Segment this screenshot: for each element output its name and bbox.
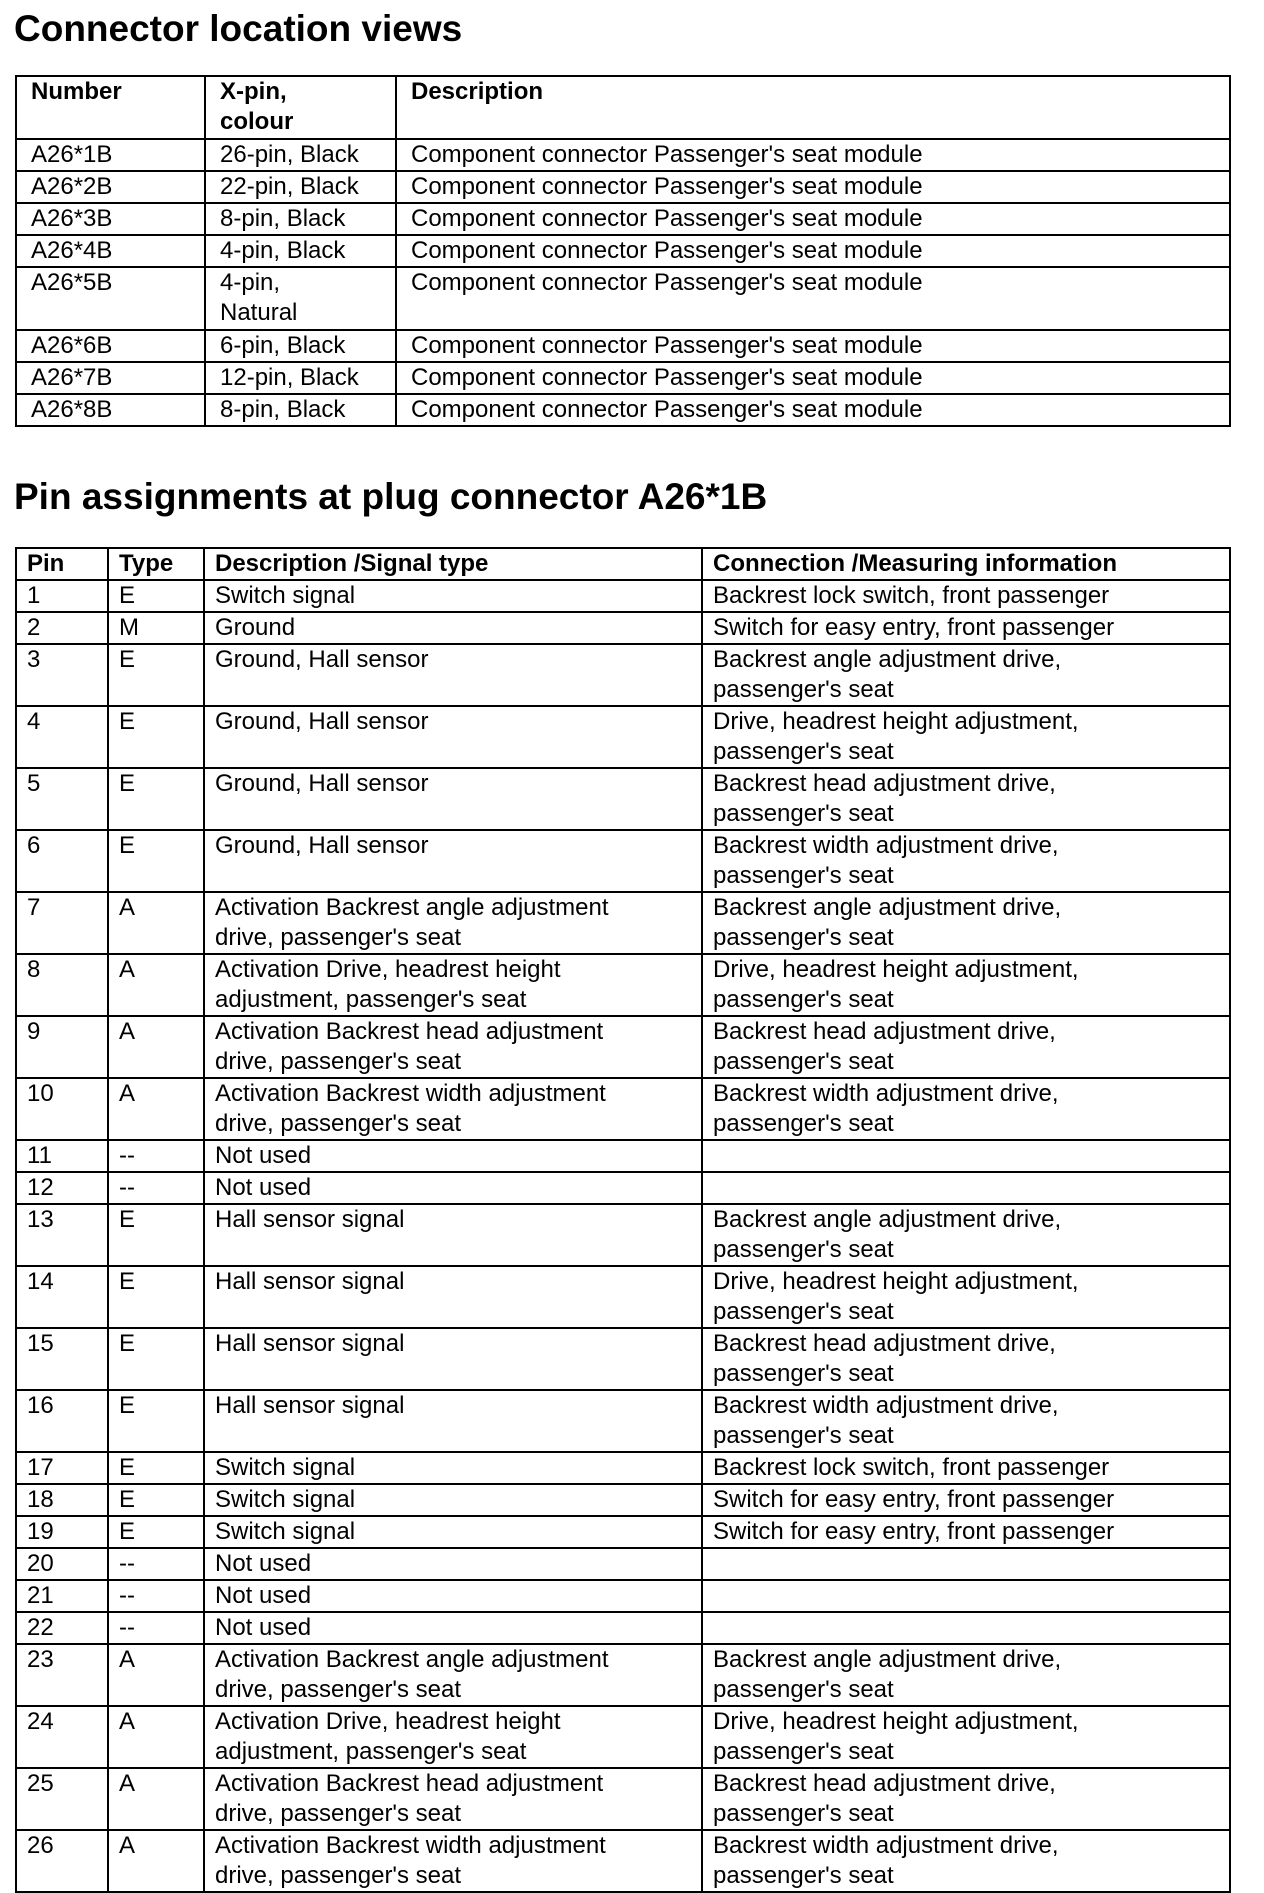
- cell-description: Ground, Hall sensor: [204, 768, 702, 830]
- cell-connection: Backrest lock switch, front passenger: [702, 580, 1230, 612]
- table-row: [16, 1204, 1230, 1266]
- cell-description: Component connector Passenger's seat module: [396, 394, 1230, 426]
- cell-connection: Switch for easy entry, front passenger: [702, 612, 1230, 644]
- cell-description: Hall sensor signal: [204, 1266, 702, 1328]
- cell-connection: [702, 1172, 1230, 1204]
- table-row: [16, 706, 1230, 768]
- cell-connection: Backrest width adjustment drive, passenger's seat: [702, 830, 1230, 892]
- cell-type: --: [108, 1580, 204, 1612]
- cell-connection: Drive, headrest height adjustment, passenger's seat: [702, 954, 1230, 1016]
- table-row: [16, 1140, 1230, 1172]
- cell-description: Hall sensor signal: [204, 1204, 702, 1266]
- cell-connection: Switch for easy entry, front passenger: [702, 1516, 1230, 1548]
- cell-description: Ground: [204, 612, 702, 644]
- cell-pin: 18: [16, 1484, 108, 1516]
- table-row: [16, 1452, 1230, 1484]
- table-row: [16, 330, 1230, 362]
- cell-description: Component connector Passenger's seat module: [396, 171, 1230, 203]
- table-row: [16, 235, 1230, 267]
- column-header-number: Number: [16, 76, 205, 139]
- cell-pin: 2: [16, 612, 108, 644]
- cell-pin: 5: [16, 768, 108, 830]
- table-row: [16, 1484, 1230, 1516]
- cell-connection: Drive, headrest height adjustment, passenger's seat: [702, 1706, 1230, 1768]
- cell-description: Not used: [204, 1140, 702, 1172]
- cell-connection: Backrest angle adjustment drive, passenger's seat: [702, 1644, 1230, 1706]
- cell-description: Hall sensor signal: [204, 1328, 702, 1390]
- cell-description: Component connector Passenger's seat module: [396, 235, 1230, 267]
- table-row: [16, 954, 1230, 1016]
- cell-description: Ground, Hall sensor: [204, 644, 702, 706]
- cell-connection: Backrest width adjustment drive, passenger's seat: [702, 1830, 1230, 1892]
- cell-type: A: [108, 1016, 204, 1078]
- cell-type: E: [108, 768, 204, 830]
- cell-type: E: [108, 1390, 204, 1452]
- connector-table: [15, 75, 1231, 427]
- table-row: [16, 1580, 1230, 1612]
- cell-description: Activation Backrest width adjustment drive, passenger's seat: [204, 1830, 702, 1892]
- connector-section-title: Connector location views: [14, 8, 463, 49]
- cell-description: Activation Backrest head adjustment drive, passenger's seat: [204, 1768, 702, 1830]
- cell-type: A: [108, 1078, 204, 1140]
- cell-type: --: [108, 1140, 204, 1172]
- cell-pin: 10: [16, 1078, 108, 1140]
- table-row: [16, 612, 1230, 644]
- cell-pin: 20: [16, 1548, 108, 1580]
- cell-xpin-colour: 22-pin, Black: [205, 171, 396, 203]
- table-row: [16, 1516, 1230, 1548]
- cell-type: A: [108, 1644, 204, 1706]
- cell-type: --: [108, 1548, 204, 1580]
- cell-type: E: [108, 1204, 204, 1266]
- cell-pin: 14: [16, 1266, 108, 1328]
- table-row: [16, 362, 1230, 394]
- table-header-row: [16, 548, 1230, 580]
- table-row: [16, 1390, 1230, 1452]
- cell-connection: Drive, headrest height adjustment, passenger's seat: [702, 706, 1230, 768]
- table-row: [16, 1078, 1230, 1140]
- cell-pin: 26: [16, 1830, 108, 1892]
- cell-description: Component connector Passenger's seat module: [396, 330, 1230, 362]
- table-row: [16, 139, 1230, 171]
- cell-connection: Backrest head adjustment drive, passenger's seat: [702, 1016, 1230, 1078]
- cell-pin: 4: [16, 706, 108, 768]
- cell-pin: 17: [16, 1452, 108, 1484]
- cell-number: A26*3B: [16, 203, 205, 235]
- cell-type: A: [108, 892, 204, 954]
- cell-pin: 25: [16, 1768, 108, 1830]
- cell-description: Activation Backrest angle adjustment drive, passenger's seat: [204, 1644, 702, 1706]
- cell-pin: 12: [16, 1172, 108, 1204]
- cell-type: A: [108, 1768, 204, 1830]
- cell-xpin-colour: 8-pin, Black: [205, 203, 396, 235]
- cell-pin: 11: [16, 1140, 108, 1172]
- table-row: [16, 1266, 1230, 1328]
- table-row: [16, 171, 1230, 203]
- cell-type: E: [108, 1266, 204, 1328]
- cell-type: E: [108, 830, 204, 892]
- cell-description: Not used: [204, 1172, 702, 1204]
- table-row: [16, 267, 1230, 330]
- cell-type: A: [108, 1830, 204, 1892]
- cell-description: Activation Drive, headrest height adjustment, passenger's seat: [204, 954, 702, 1016]
- cell-xpin-colour: 8-pin, Black: [205, 394, 396, 426]
- cell-connection: [702, 1580, 1230, 1612]
- cell-connection: Backrest angle adjustment drive, passenger's seat: [702, 644, 1230, 706]
- table-row: [16, 644, 1230, 706]
- cell-number: A26*1B: [16, 139, 205, 171]
- cell-description: Activation Drive, headrest height adjustment, passenger's seat: [204, 1706, 702, 1768]
- pin-section-title: Pin assignments at plug connector A26*1B: [14, 476, 768, 517]
- column-header-description: Description /Signal type: [204, 548, 702, 580]
- table-row: [16, 1830, 1230, 1892]
- cell-type: E: [108, 1328, 204, 1390]
- cell-connection: Backrest angle adjustment drive, passenger's seat: [702, 892, 1230, 954]
- cell-pin: 13: [16, 1204, 108, 1266]
- table-row: [16, 580, 1230, 612]
- column-header-pin: Pin: [16, 548, 108, 580]
- cell-pin: 15: [16, 1328, 108, 1390]
- cell-description: Ground, Hall sensor: [204, 830, 702, 892]
- cell-description: Activation Backrest head adjustment drive, passenger's seat: [204, 1016, 702, 1078]
- cell-pin: 21: [16, 1580, 108, 1612]
- cell-type: --: [108, 1612, 204, 1644]
- column-header-connection: Connection /Measuring information: [702, 548, 1230, 580]
- cell-xpin-colour: 4-pin, Natural: [205, 267, 396, 330]
- cell-pin: 8: [16, 954, 108, 1016]
- cell-type: --: [108, 1172, 204, 1204]
- table-row: [16, 1644, 1230, 1706]
- table-row: [16, 1548, 1230, 1580]
- cell-pin: 6: [16, 830, 108, 892]
- cell-description: Activation Backrest width adjustment drive, passenger's seat: [204, 1078, 702, 1140]
- table-row: [16, 892, 1230, 954]
- cell-pin: 22: [16, 1612, 108, 1644]
- cell-connection: Switch for easy entry, front passenger: [702, 1484, 1230, 1516]
- cell-description: Activation Backrest angle adjustment drive, passenger's seat: [204, 892, 702, 954]
- table-header-row: [16, 76, 1230, 139]
- cell-description: Hall sensor signal: [204, 1390, 702, 1452]
- cell-connection: Backrest lock switch, front passenger: [702, 1452, 1230, 1484]
- table-row: [16, 830, 1230, 892]
- cell-pin: 16: [16, 1390, 108, 1452]
- table-row: [16, 394, 1230, 426]
- cell-xpin-colour: 12-pin, Black: [205, 362, 396, 394]
- table-row: [16, 1706, 1230, 1768]
- cell-number: A26*2B: [16, 171, 205, 203]
- cell-description: Switch signal: [204, 580, 702, 612]
- column-header-description: Description: [396, 76, 1230, 139]
- cell-connection: [702, 1548, 1230, 1580]
- cell-connection: Backrest angle adjustment drive, passenger's seat: [702, 1204, 1230, 1266]
- cell-description: Component connector Passenger's seat module: [396, 203, 1230, 235]
- cell-connection: [702, 1612, 1230, 1644]
- cell-xpin-colour: 6-pin, Black: [205, 330, 396, 362]
- table-row: [16, 1016, 1230, 1078]
- cell-type: M: [108, 612, 204, 644]
- cell-description: Switch signal: [204, 1452, 702, 1484]
- table-row: [16, 1612, 1230, 1644]
- cell-number: A26*8B: [16, 394, 205, 426]
- cell-type: E: [108, 580, 204, 612]
- pin-assignment-table: [15, 547, 1231, 1893]
- cell-description: Component connector Passenger's seat module: [396, 139, 1230, 171]
- cell-pin: 7: [16, 892, 108, 954]
- cell-connection: Drive, headrest height adjustment, passenger's seat: [702, 1266, 1230, 1328]
- column-header-xpin-colour: X-pin, colour: [205, 76, 396, 139]
- cell-description: Switch signal: [204, 1516, 702, 1548]
- table-row: [16, 1768, 1230, 1830]
- cell-type: A: [108, 954, 204, 1016]
- cell-description: Not used: [204, 1548, 702, 1580]
- cell-type: E: [108, 1484, 204, 1516]
- cell-connection: [702, 1140, 1230, 1172]
- cell-type: E: [108, 706, 204, 768]
- table-row: [16, 1172, 1230, 1204]
- cell-number: A26*7B: [16, 362, 205, 394]
- cell-number: A26*4B: [16, 235, 205, 267]
- table-row: [16, 203, 1230, 235]
- cell-connection: Backrest width adjustment drive, passenger's seat: [702, 1390, 1230, 1452]
- cell-connection: Backrest head adjustment drive, passenger's seat: [702, 768, 1230, 830]
- cell-connection: Backrest width adjustment drive, passenger's seat: [702, 1078, 1230, 1140]
- cell-connection: Backrest head adjustment drive, passenger's seat: [702, 1328, 1230, 1390]
- cell-pin: 23: [16, 1644, 108, 1706]
- cell-connection: Backrest head adjustment drive, passenger's seat: [702, 1768, 1230, 1830]
- cell-pin: 3: [16, 644, 108, 706]
- cell-description: Not used: [204, 1580, 702, 1612]
- cell-description: Not used: [204, 1612, 702, 1644]
- cell-pin: 9: [16, 1016, 108, 1078]
- cell-description: Component connector Passenger's seat module: [396, 362, 1230, 394]
- cell-xpin-colour: 26-pin, Black: [205, 139, 396, 171]
- cell-pin: 24: [16, 1706, 108, 1768]
- cell-pin: 19: [16, 1516, 108, 1548]
- cell-description: Component connector Passenger's seat module: [396, 267, 1230, 330]
- table-row: [16, 1328, 1230, 1390]
- cell-type: E: [108, 1452, 204, 1484]
- cell-description: Ground, Hall sensor: [204, 706, 702, 768]
- cell-number: A26*6B: [16, 330, 205, 362]
- cell-number: A26*5B: [16, 267, 205, 330]
- cell-xpin-colour: 4-pin, Black: [205, 235, 396, 267]
- cell-description: Switch signal: [204, 1484, 702, 1516]
- cell-type: A: [108, 1706, 204, 1768]
- cell-type: E: [108, 644, 204, 706]
- column-header-type: Type: [108, 548, 204, 580]
- cell-type: E: [108, 1516, 204, 1548]
- table-row: [16, 768, 1230, 830]
- cell-pin: 1: [16, 580, 108, 612]
